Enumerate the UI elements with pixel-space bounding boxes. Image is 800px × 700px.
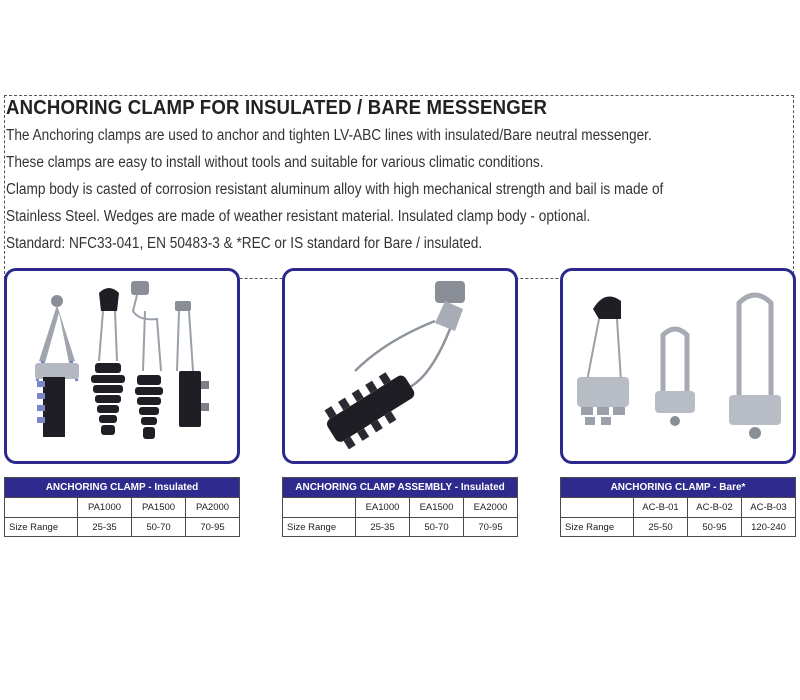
size-range-value: 70-95 <box>186 518 240 537</box>
model-code: PA2000 <box>186 498 240 518</box>
table-corner-cell <box>561 498 634 518</box>
spec-table-insulated <box>4 477 240 537</box>
page-title: ANCHORING CLAMP FOR INSULATED / BARE MESSENGER <box>6 97 548 119</box>
size-range-value: 50-70 <box>132 518 186 537</box>
model-code: AC-B-02 <box>688 498 742 518</box>
table-title: ANCHORING CLAMP - Bare* <box>561 478 796 498</box>
size-range-value: 25-50 <box>634 518 688 537</box>
photo-insulated-clamps <box>4 268 240 464</box>
description-line-5: Standard: NFC33-041, EN 50483-3 & *REC or IS standard for Bare / insulated. <box>6 235 483 252</box>
size-range-value: 120-240 <box>742 518 796 537</box>
row-label: Size Range <box>561 518 634 537</box>
model-code: AC-B-03 <box>742 498 796 518</box>
spec-table-assembly <box>282 477 518 537</box>
description-line-4: Stainless Steel. Wedges are made of weather resistant material. Insulated clamp body - optional. <box>6 208 591 225</box>
size-range-value: 50-70 <box>409 518 463 537</box>
row-label: Size Range <box>283 518 356 537</box>
size-range-value: 25-35 <box>78 518 132 537</box>
photo-clamp-assembly <box>282 268 518 464</box>
table-corner-cell <box>283 498 356 518</box>
bare-clamps-image <box>563 271 793 461</box>
insulated-clamps-image <box>7 271 237 461</box>
table-title: ANCHORING CLAMP ASSEMBLY - Insulated <box>283 478 518 498</box>
model-code: PA1500 <box>132 498 186 518</box>
photo-bare-clamps <box>560 268 796 464</box>
row-label: Size Range <box>5 518 78 537</box>
description-line-2: These clamps are easy to install without tools and suitable for various climatic conditions. <box>6 154 544 171</box>
table-corner-cell <box>5 498 78 518</box>
size-range-value: 70-95 <box>463 518 517 537</box>
clamp-assembly-image <box>285 271 515 461</box>
table-title: ANCHORING CLAMP - Insulated <box>5 478 240 498</box>
spec-table-bare <box>560 477 796 537</box>
model-code: EA1500 <box>409 498 463 518</box>
size-range-value: 25-35 <box>356 518 410 537</box>
model-code: PA1000 <box>78 498 132 518</box>
model-code: EA2000 <box>463 498 517 518</box>
description-line-1: The Anchoring clamps are used to anchor and tighten LV-ABC lines with insulated/Bare neutral messenger. <box>6 127 652 144</box>
size-range-value: 50-95 <box>688 518 742 537</box>
model-code: EA1000 <box>356 498 410 518</box>
model-code: AC-B-01 <box>634 498 688 518</box>
description-line-3: Clamp body is casted of corrosion resistant aluminum alloy with high mechanical strength and bail is made of <box>6 181 664 198</box>
